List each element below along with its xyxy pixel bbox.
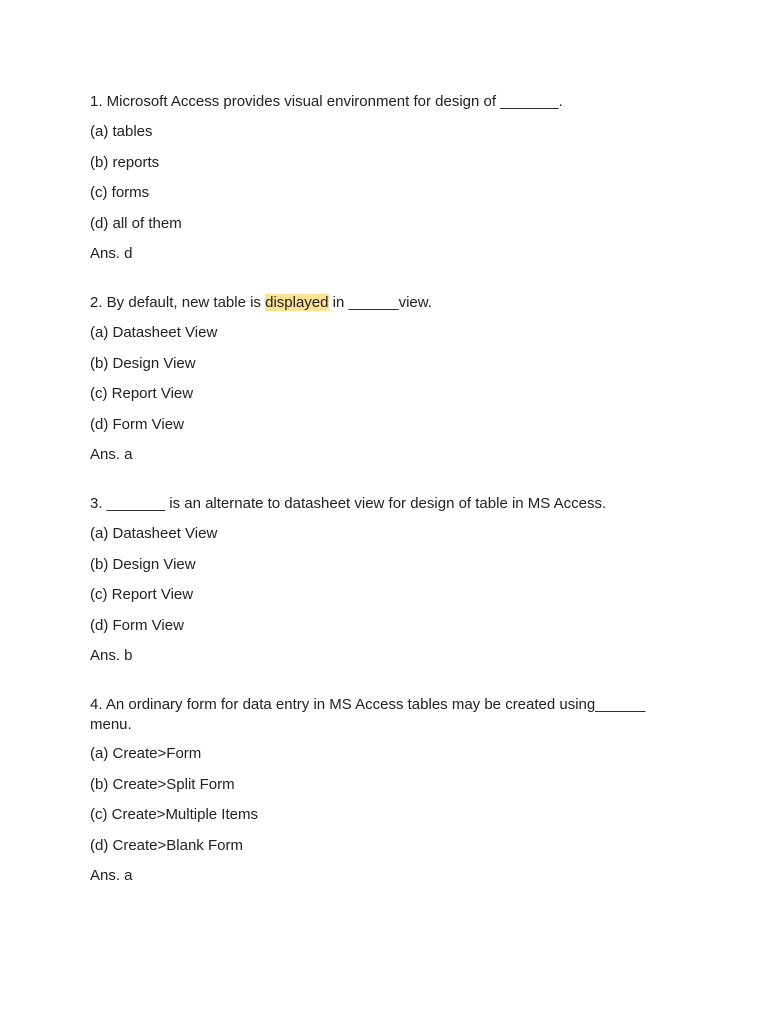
option-d: (d) all of them [90,214,182,232]
document-page [90,92,690,915]
option-c: (c) Create>Multiple Items [90,806,258,823]
option-c: (c) forms [90,184,150,201]
option-b: (b) Design View [90,555,196,573]
question-text [90,293,690,313]
answer: Ans. a [90,867,133,884]
option-d: (d) Create>Blank Form [90,836,243,854]
highlighted-word: displayed [265,294,329,311]
option-c: (c) Report View [90,586,194,603]
option-a: (a) Datasheet View [90,525,218,542]
question-text-before: 2. By default, new table is [90,294,266,311]
option-b: (b) Create>Split Form [90,775,235,793]
option-c: (c) Report View [90,385,194,402]
question-text-before: 3. _______ is an alternate to datasheet view for design of table in MS Access. [90,495,607,512]
option-d: (d) Form View [90,616,184,634]
question-4 [90,695,690,886]
option-b: (b) reports [90,153,160,171]
question-2 [90,293,690,465]
question-text-before: 1. Microsoft Access provides visual environment for design of _______. [90,93,563,110]
question-1 [90,92,690,264]
question-text [90,695,690,735]
answer: Ans. d [90,245,133,262]
option-a: (a) Create>Form [90,745,202,762]
answer: Ans. b [90,647,133,664]
option-b: (b) Design View [90,354,196,372]
option-a: (a) Datasheet View [90,324,218,341]
question-3 [90,494,690,666]
question-text-after: in ______view. [328,294,432,311]
option-a: (a) tables [90,123,153,140]
question-text [90,494,690,514]
answer: Ans. a [90,446,133,463]
question-text [90,92,690,112]
question-text-before: 4. An ordinary form for data entry in MS Access tables may be created using______ menu. [90,696,650,733]
option-d: (d) Form View [90,415,184,433]
